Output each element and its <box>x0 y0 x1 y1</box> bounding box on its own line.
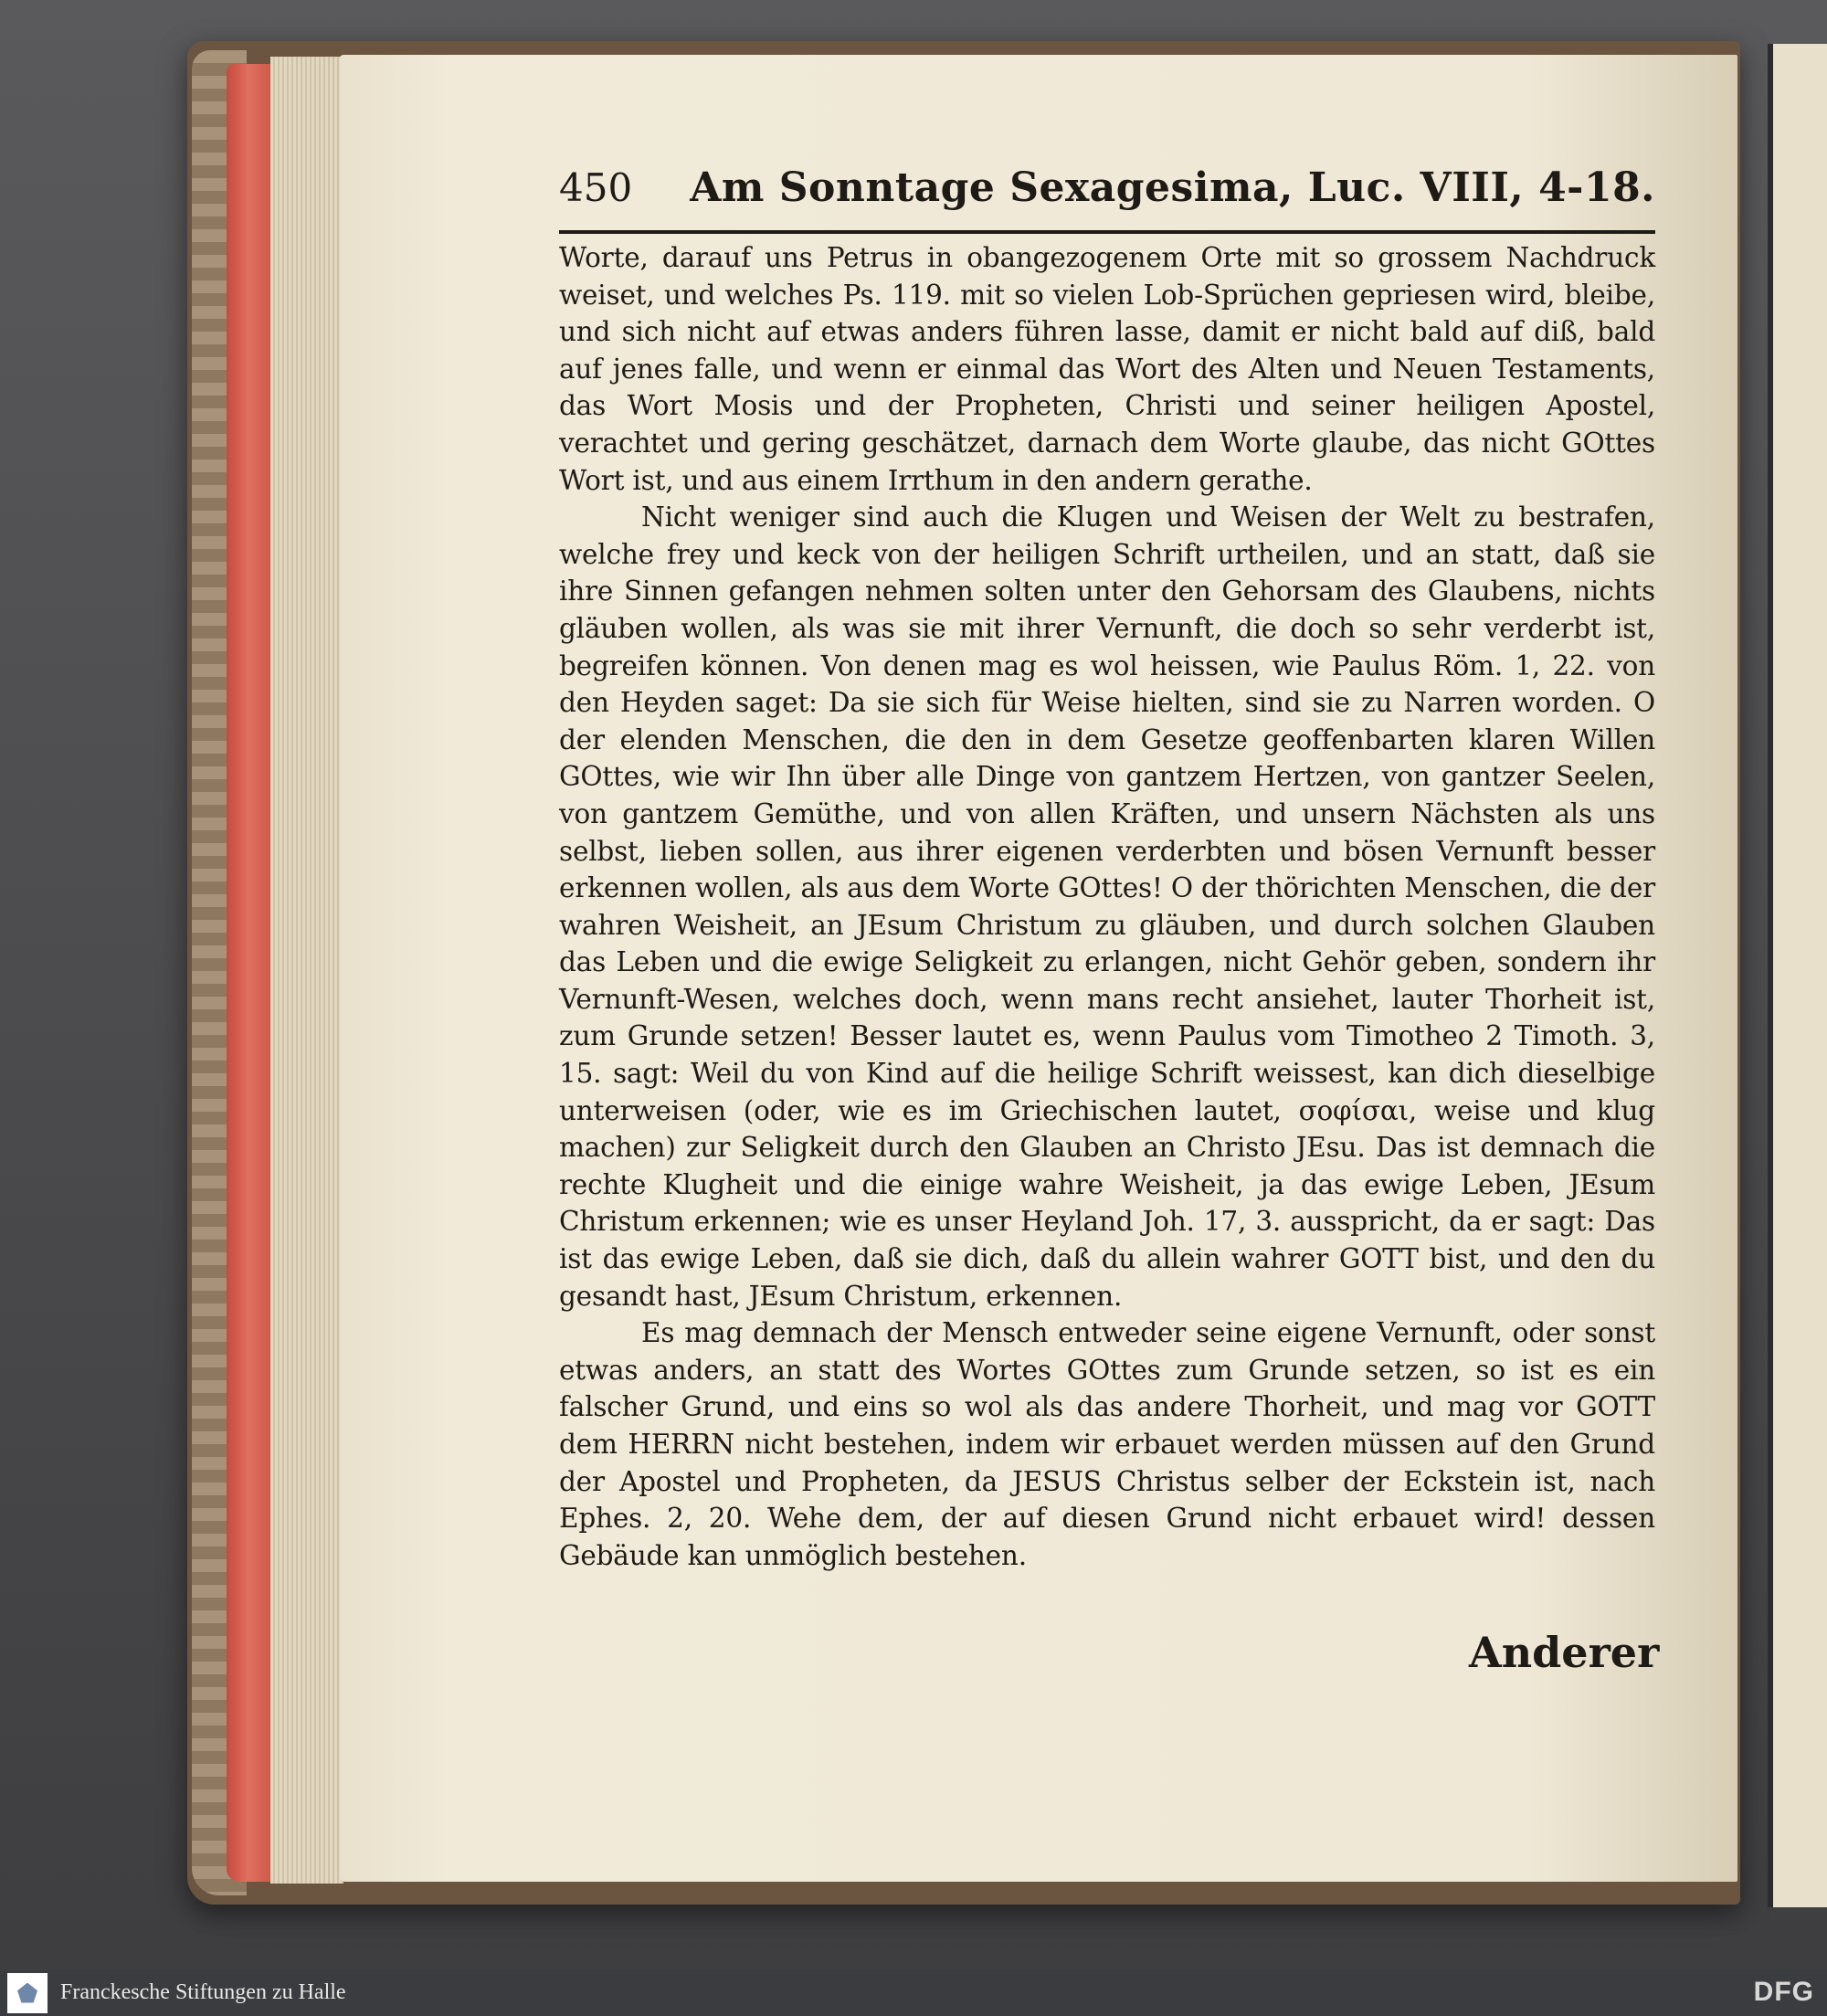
page-stack <box>270 57 343 1884</box>
paragraph-2: Nicht weniger sind auch die Klugen und Weisen der Welt zu bestrafen, welche frey und keck von der heiligen Schrift urtheilen, und an statt, daß sie ihre Sinnen gefangen nehmen solten unter den Gehorsam des Glaubens, nichts gläuben wollen, als was sie mit ihrer Vernunft, die doch so sehr verderbt ist, begreifen können. Von denen mag es wol heissen, wie Paulus Röm. 1, 22. von den Heyden saget: Da sie sich für Weise hielten, sind sie zu Narren worden. O der elenden Menschen, die den in dem Gesetze geoffenbarten klaren Willen GOttes, wie wir Ihn über alle Dinge von gantzem Hertzen, von gantzer Seelen, von gantzem Gemüthe, und von allen Kräften, und unsern Nächsten als uns selbst, lieben sollen, aus ihrer eigenen verderbten und bösen Vernunft besser erkennen wollen, als aus dem Worte GOttes! O der thörichten Menschen, die der wahren Weisheit, an JEsum Christum zu gläuben, und durch solchen Glauben das Leben und die ewige Seligkeit zu erlangen, nicht Gehör geben, sondern ihr Vernunft-Wesen, welches doch, wenn mans recht ansiehet, lauter Thorheit ist, zum Grunde setzen! Besser lautet es, wenn Paulus vom Timotheo 2 Timoth. 3, 15. sagt: Weil du von Kind auf die heilige Schrift weissest, kan dich dieselbige unterweisen (oder, wie es im Griechischen lautet, σοφίσαι, weise und klug machen) zur Seligkeit durch den Glauben an Christo JEsu. Das ist demnach die rechte Klugheit und die einige wahre Weisheit, ja das ewige Leben, JEsum Christum erkennen; wie es unser Heyland Joh. 17, 3. ausspricht, da er sagt: Das ist das ewige Leben, daß sie dich, daß du allein wahrer GOTT bist, und den du gesandt hast, JEsum Christum, erkennen. <box>559 501 1655 1312</box>
viewer-footer <box>0 1969 1827 2016</box>
catchword: Anderer <box>1469 1628 1660 1677</box>
institution-logo-icon[interactable] <box>7 1973 48 2013</box>
paragraph-3: Es mag demnach der Mensch entweder seine eigene Vernunft, oder sonst etwas anders, an statt des Wortes GOttes zum Grunde setzen, so ist es ein falscher Grund, und eins so wol als das andere Thorheit, und mag vor GOTT dem HERRN nicht bestehen, indem wir erbauet werden müssen auf den Grund der Apostel und Propheten, da JESUS Christus selber der Eckstein ist, nach Ephes. 2, 20. Wehe dem, der auf diesen Grund nicht erbauet wird! dessen Gebäude kan unmöglich bestehen. <box>559 1317 1655 1571</box>
dfg-logo[interactable]: DFG <box>1753 1977 1814 2007</box>
page-header <box>559 164 1655 234</box>
paragraph-1: Worte, darauf uns Petrus in obangezogenem Orte mit so grossem Nachdruck weiset, und welches Ps. 119. mit so vielen Lob-Sprüchen gepriesen wird, bleibe, und sich nicht auf etwas anders führen lasse, damit er nicht bald auf diß, bald auf jenes falle, und wenn er einmal das Wort des Alten und Neuen Testaments, das Wort Mosis und der Propheten, Christi und seiner heiligen Apostel, verachtet und gering geschätzet, darnach dem Worte glaube, das nicht GOttes Wort ist, und aus einem Irrthum in den andern gerathe. <box>559 242 1655 496</box>
red-page-edge <box>227 64 270 1882</box>
running-title: Am Sonntage Sexagesima, Luc. VIII, 4-18. <box>690 164 1655 211</box>
institution-name[interactable]: Franckesche Stiftungen zu Halle <box>60 1980 346 2004</box>
page-text-block <box>559 164 1655 1574</box>
page-number: 450 <box>559 165 633 210</box>
logo-mark <box>17 1983 37 2003</box>
facing-page-edge <box>1768 44 1827 1907</box>
